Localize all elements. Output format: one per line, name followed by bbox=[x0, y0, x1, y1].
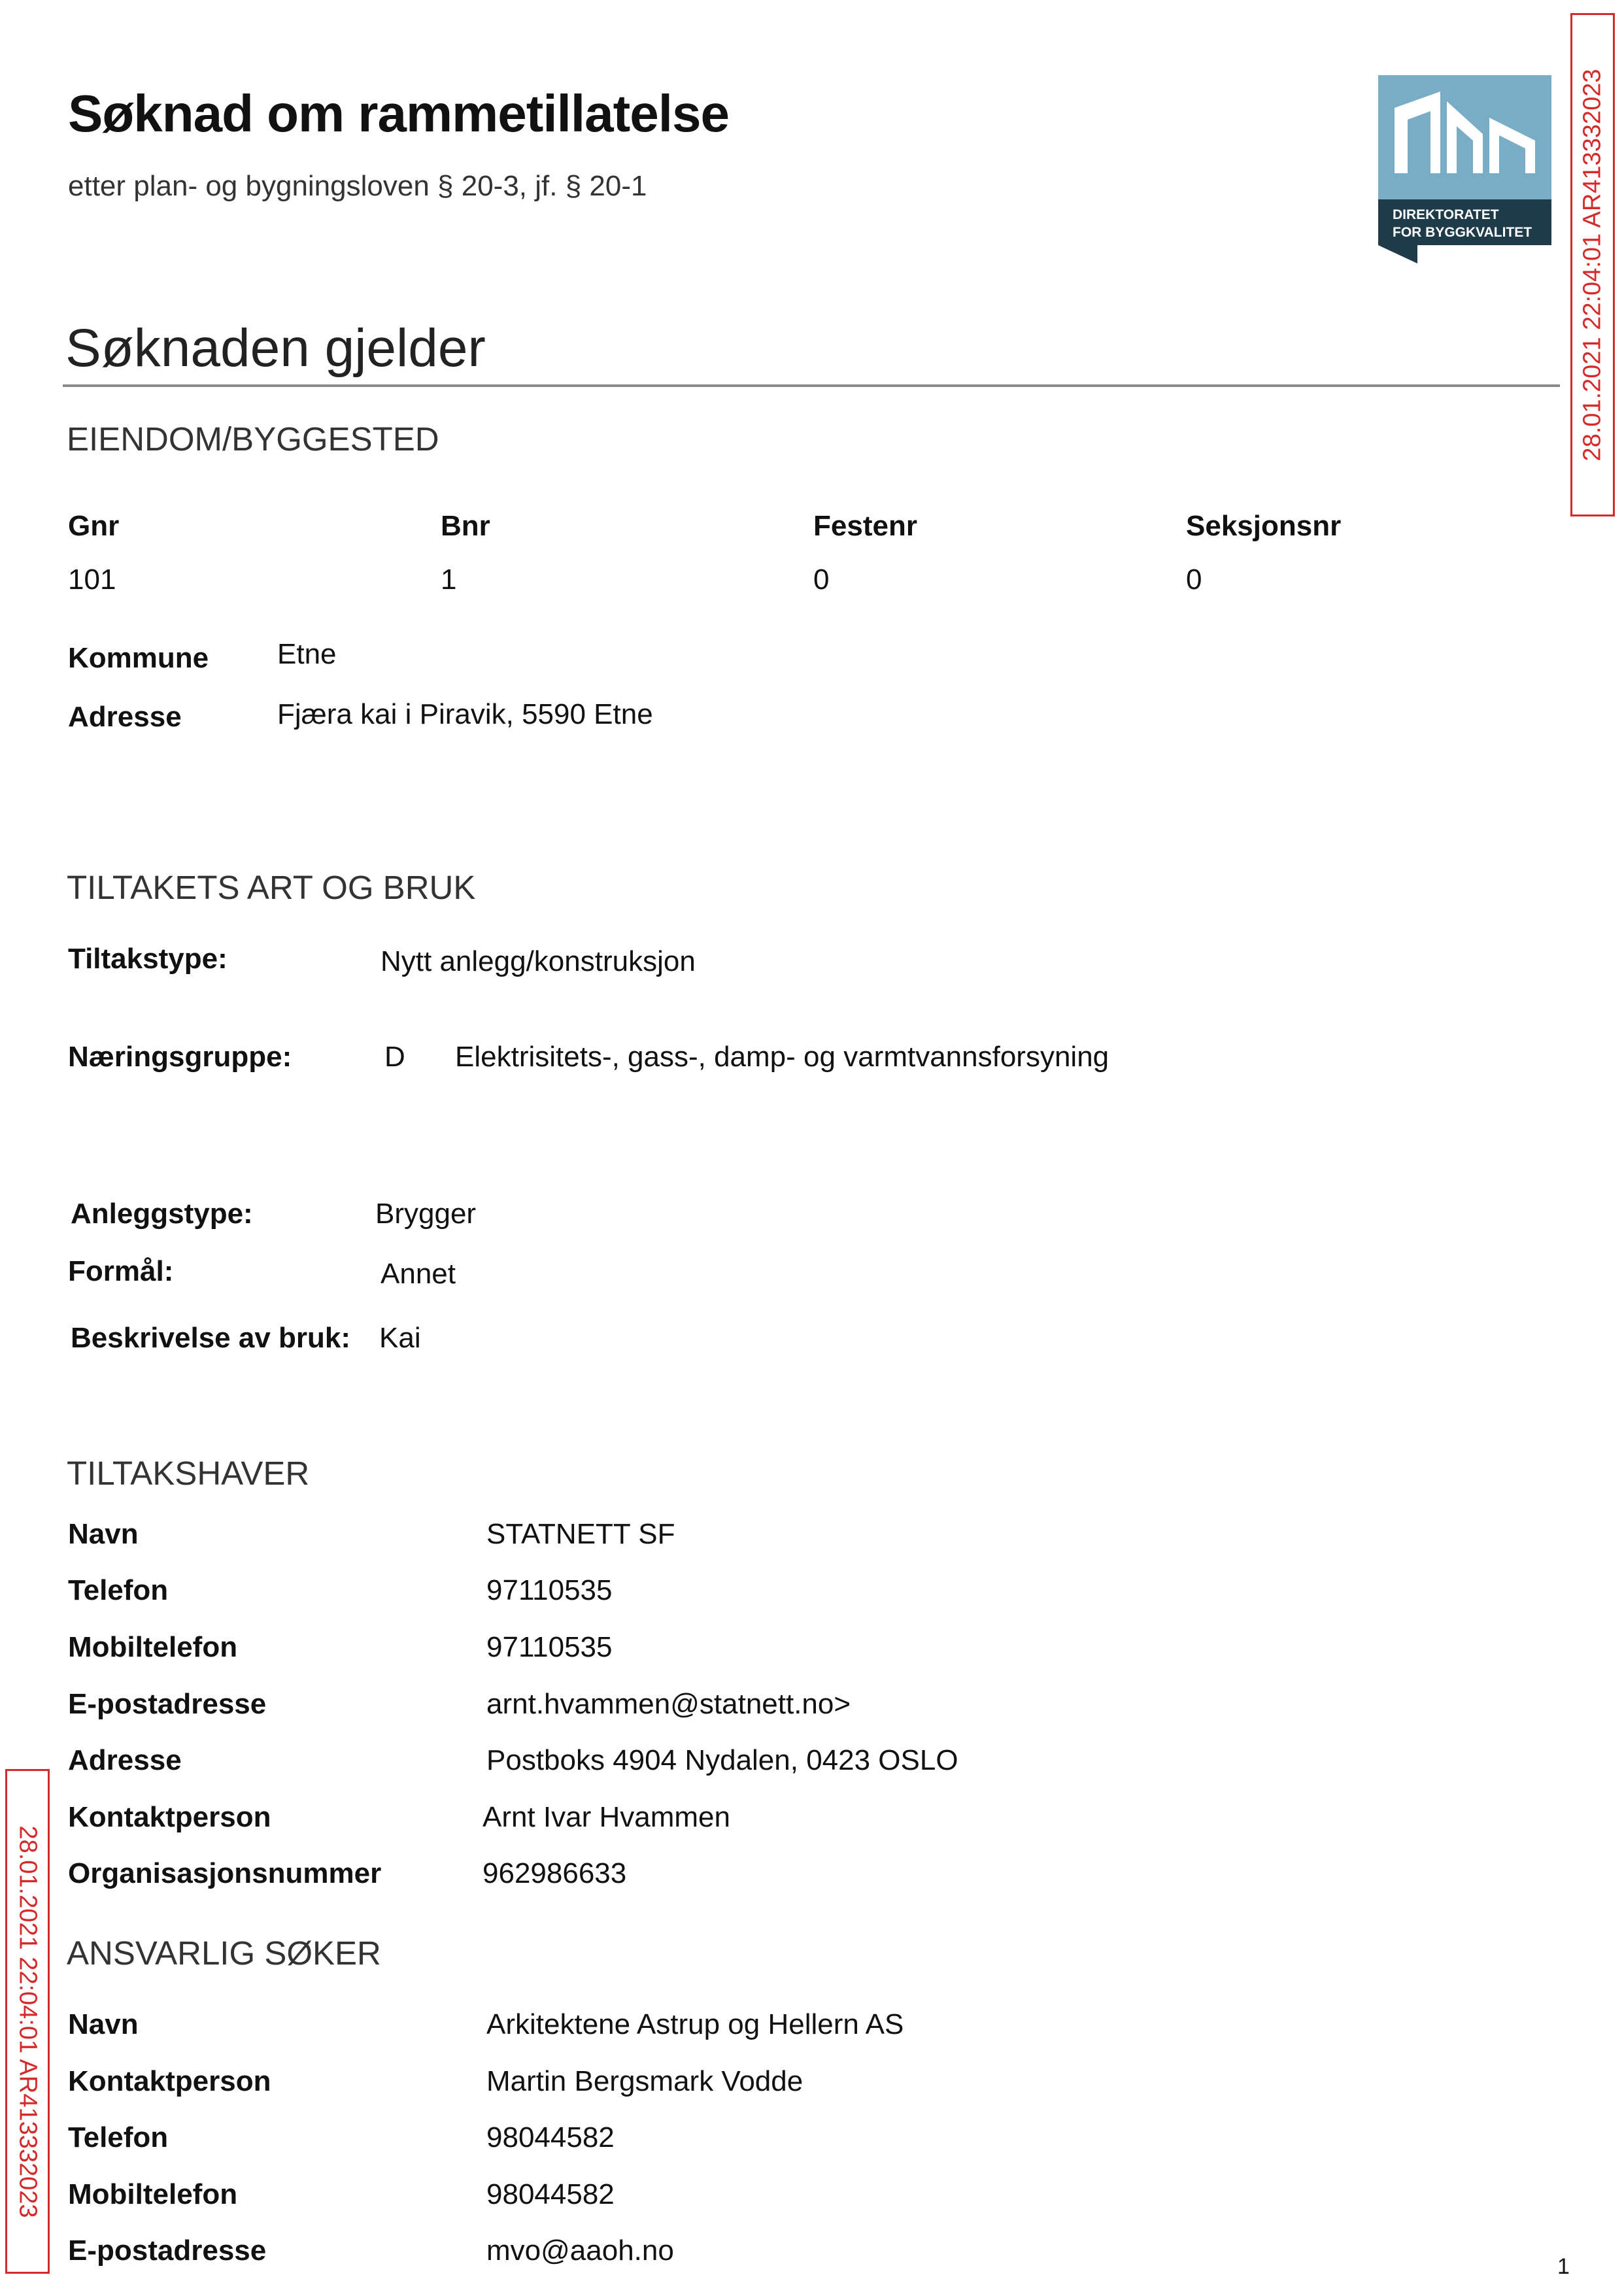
formal-label: Formål: bbox=[68, 1255, 174, 1287]
tiltakshaver-telefon-label: Telefon bbox=[68, 1574, 169, 1606]
logo-text-line2: FOR BYGGKVALITET bbox=[1393, 225, 1532, 240]
ansvarlig-telefon-value: 98044582 bbox=[486, 2121, 615, 2153]
bnr-label: Bnr bbox=[441, 510, 490, 542]
seksjonsnr-value: 0 bbox=[1186, 564, 1202, 596]
gnr-value: 101 bbox=[68, 564, 116, 596]
section-tiltak-heading: TILTAKETS ART OG BRUK bbox=[67, 869, 476, 906]
ansvarlig-kontaktperson-label: Kontaktperson bbox=[68, 2065, 271, 2097]
timestamp-stamp-top bbox=[1570, 13, 1615, 516]
tiltakshaver-adresse-value: Postboks 4904 Nydalen, 0423 OSLO bbox=[486, 1744, 958, 1776]
kommune-label: Kommune bbox=[68, 642, 209, 674]
timestamp-stamp-bottom bbox=[5, 1769, 50, 2274]
section-tiltakshaver-heading: TILTAKSHAVER bbox=[67, 1455, 310, 1492]
ansvarlig-mobil-label: Mobiltelefon bbox=[68, 2178, 238, 2210]
tiltakshaver-navn-label: Navn bbox=[68, 1518, 139, 1550]
timestamp-stamp-bottom-text: 28.01.2021 22:04:01 AR413332023 bbox=[14, 1825, 42, 2218]
ansvarlig-kontaktperson-value: Martin Bergsmark Vodde bbox=[486, 2065, 804, 2097]
page-number: 1 bbox=[1557, 2254, 1570, 2279]
tiltakshaver-kontaktperson-label: Kontaktperson bbox=[68, 1801, 271, 1833]
tiltakshaver-orgnr-value: 962986633 bbox=[482, 1857, 627, 1889]
anleggstype-label: Anleggstype: bbox=[71, 1198, 253, 1230]
ansvarlig-telefon-label: Telefon bbox=[68, 2121, 169, 2153]
gnr-label: Gnr bbox=[68, 510, 120, 542]
tiltakshaver-orgnr-label: Organisasjonsnummer bbox=[68, 1857, 382, 1889]
main-heading: Søknaden gjelder bbox=[65, 318, 486, 378]
ansvarlig-epost-value: mvo@aaoh.no bbox=[486, 2235, 674, 2267]
beskrivelse-label: Beskrivelse av bruk: bbox=[71, 1322, 351, 1354]
beskrivelse-value: Kai bbox=[379, 1322, 421, 1354]
adresse-value: Fjæra kai i Piravik, 5590 Etne bbox=[277, 698, 653, 730]
ansvarlig-mobil-value: 98044582 bbox=[486, 2178, 615, 2210]
tiltakshaver-mobil-label: Mobiltelefon bbox=[68, 1631, 238, 1663]
tiltakstype-label: Tiltakstype: bbox=[68, 943, 228, 975]
timestamp-stamp-top-text: 28.01.2021 22:04:01 AR413332023 bbox=[1578, 68, 1606, 462]
heading-divider bbox=[63, 384, 1560, 387]
naeringsgruppe-code: D bbox=[384, 1041, 405, 1073]
ansvarlig-epost-label: E-postadresse bbox=[68, 2235, 267, 2267]
ansvarlig-navn-value: Arkitektene Astrup og Hellern AS bbox=[486, 2008, 904, 2040]
dibk-logo bbox=[1378, 75, 1551, 263]
tiltakstype-value: Nytt anlegg/konstruksjon bbox=[381, 945, 696, 977]
festenr-value: 0 bbox=[813, 564, 830, 596]
formal-value: Annet bbox=[381, 1258, 456, 1290]
document-title: Søknad om rammetillatelse bbox=[68, 84, 729, 143]
document-subtitle: etter plan- og bygningsloven § 20-3, jf. § 20-1 bbox=[68, 170, 647, 202]
tiltakshaver-mobil-value: 97110535 bbox=[486, 1631, 613, 1663]
seksjonsnr-label: Seksjonsnr bbox=[1186, 510, 1342, 542]
tiltakshaver-epost-value: arnt.hvammen@statnett.no> bbox=[486, 1688, 851, 1720]
kommune-value: Etne bbox=[277, 638, 337, 670]
section-eiendom-heading: EIENDOM/BYGGESTED bbox=[67, 420, 439, 458]
dibk-logo-mark bbox=[1378, 75, 1551, 263]
tiltakshaver-kontaktperson-value: Arnt Ivar Hvammen bbox=[482, 1801, 730, 1833]
tiltakshaver-epost-label: E-postadresse bbox=[68, 1688, 267, 1720]
logo-text-line1: DIREKTORATET bbox=[1393, 207, 1499, 222]
tiltakshaver-telefon-value: 97110535 bbox=[486, 1574, 613, 1606]
tiltakshaver-navn-value: STATNETT SF bbox=[486, 1518, 675, 1550]
bnr-value: 1 bbox=[441, 564, 457, 596]
ansvarlig-navn-label: Navn bbox=[68, 2008, 139, 2040]
festenr-label: Festenr bbox=[813, 510, 917, 542]
tiltakshaver-adresse-label: Adresse bbox=[68, 1744, 182, 1776]
anleggstype-value: Brygger bbox=[375, 1198, 477, 1230]
section-ansvarlig-heading: ANSVARLIG SØKER bbox=[67, 1934, 381, 1972]
naeringsgruppe-value: Elektrisitets-, gass-, damp- og varmtvannsforsyning bbox=[455, 1041, 1109, 1073]
naeringsgruppe-label: Næringsgruppe: bbox=[68, 1041, 292, 1073]
adresse-label: Adresse bbox=[68, 701, 182, 733]
